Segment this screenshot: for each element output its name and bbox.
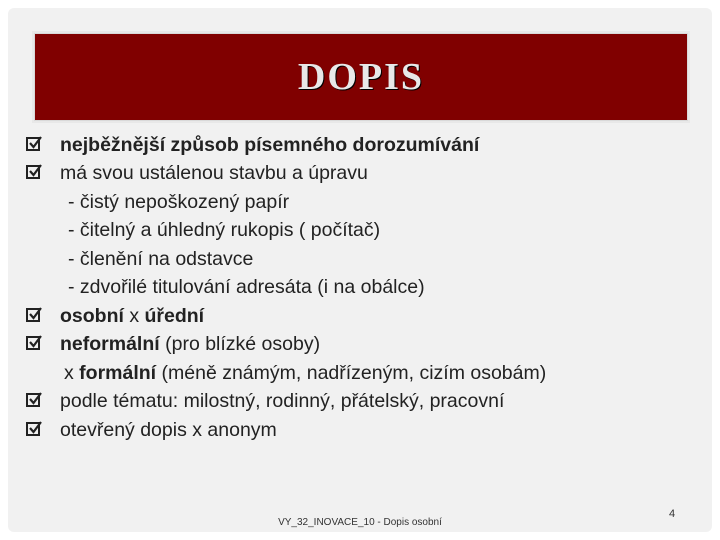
checkbox-icon <box>26 137 40 151</box>
bullet-bold-text: osobní <box>60 305 124 327</box>
page-number: 4 <box>669 508 676 520</box>
title-band <box>34 33 688 121</box>
slide <box>8 8 712 532</box>
checkbox-icon <box>26 422 40 436</box>
bullet-bold-text: formální <box>79 362 157 384</box>
sub-prefix: x <box>64 362 80 384</box>
bullet-text: otevřený dopis x anonym <box>60 419 277 441</box>
sub-text: - čistý nepoškozený papír <box>68 191 290 213</box>
checkbox-icon <box>26 393 40 407</box>
sub-text: - členění na odstavce <box>68 248 254 270</box>
checkbox-icon <box>26 336 40 350</box>
slide-footer: VY_32_INOVACE_10 - Dopis osobní <box>278 517 442 528</box>
bullet-text: (pro blízké osoby) <box>159 333 321 355</box>
bullet-text: x <box>123 305 145 327</box>
bullet-bold-text-2: úřední <box>144 305 205 327</box>
slide-title: DOPIS <box>297 56 425 98</box>
bullet-bold-text: nejběžnější způsob písemného dorozumívání <box>60 134 480 156</box>
bullet-text: má svou ustálenou stavbu a úpravu <box>60 162 368 184</box>
checkbox-icon <box>26 308 40 322</box>
sub-text: (méně známým, nadřízeným, cizím osobám) <box>156 362 547 384</box>
bullet-text: podle tématu: milostný, rodinný, přátelský, pracovní <box>60 390 505 412</box>
bullet-bold-text: neformální <box>60 333 160 355</box>
sub-text: - zdvořilé titulování adresáta (i na obálce) <box>68 276 425 298</box>
checkbox-icon <box>26 165 40 179</box>
sub-text: - čitelný a úhledný rukopis ( počítač) <box>68 219 381 241</box>
